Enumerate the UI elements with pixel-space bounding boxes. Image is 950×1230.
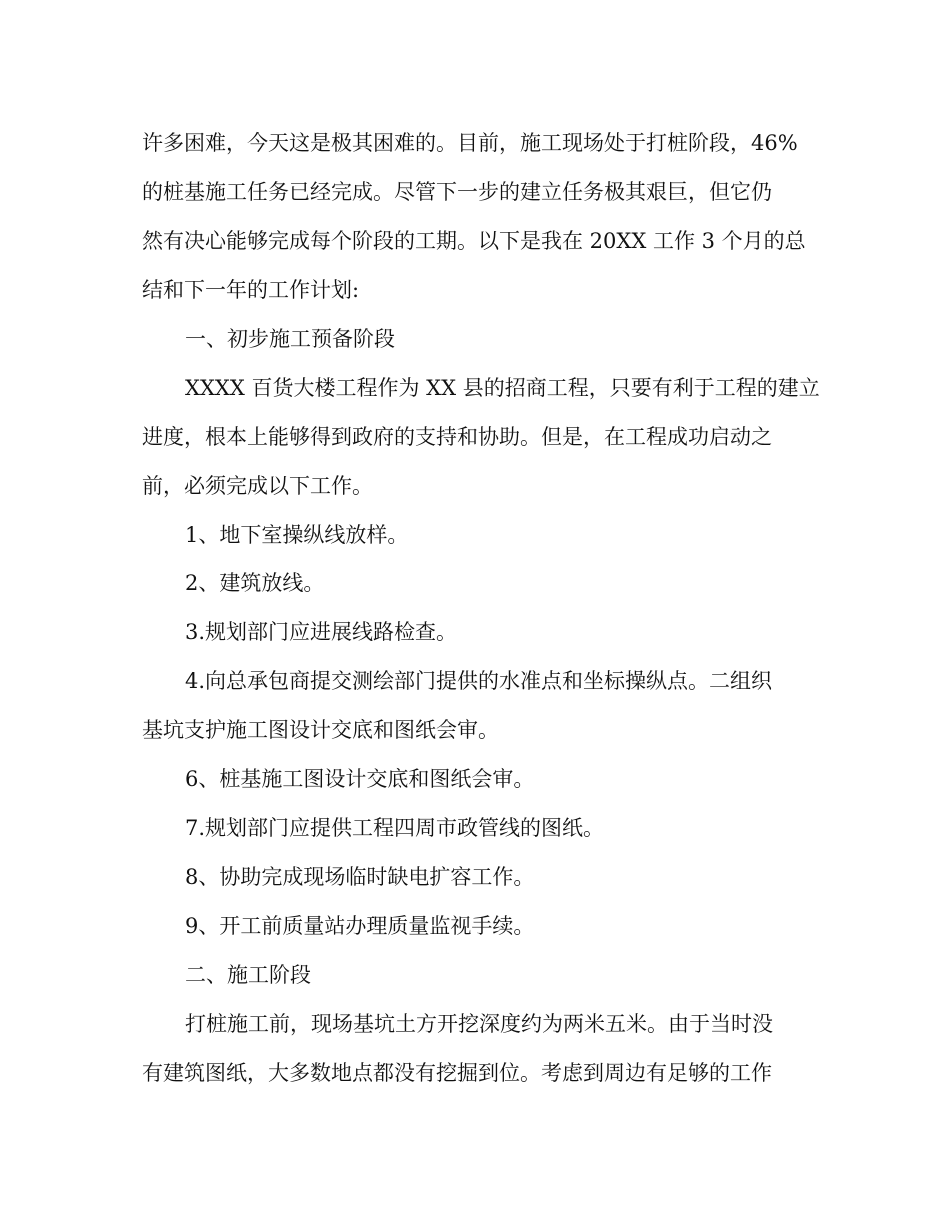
list-item: 2、建筑放线。 <box>185 571 325 595</box>
text-line: 进度，根本上能够得到政府的支持和协助。但是，在工程成功启动之 <box>142 425 772 449</box>
list-item: 4.向总承包商提交测绘部门提供的水准点和坐标操纵点。二组织 <box>185 669 773 693</box>
paragraph-start: 打桩施工前，现场基坑土方开挖深度约为两米五米。由于当时没 <box>185 1012 773 1036</box>
text-line: 基坑支护施工图设计交底和图纸会审。 <box>142 718 499 742</box>
text-line: 然有决心能够完成每个阶段的工期。以下是我在 20XX 工作 3 个月的总 <box>142 229 806 253</box>
list-item: 9、开工前质量站办理质量监视手续。 <box>185 914 535 938</box>
list-item: 8、协助完成现场临时缺电扩容工作。 <box>185 865 535 889</box>
section-heading: 一、初步施工预备阶段 <box>185 327 395 351</box>
list-item: 3.规划部门应进展线路检查。 <box>185 620 458 644</box>
list-item: 7.规划部门应提供工程四周市政管线的图纸。 <box>185 816 605 840</box>
text-line: 的桩基施工任务已经完成。尽管下一步的建立任务极其艰巨，但它仍 <box>142 180 772 204</box>
section-heading: 二、施工阶段 <box>185 963 311 987</box>
text-line: 有建筑图纸，大多数地点都没有挖掘到位。考虑到周边有足够的工作 <box>142 1061 772 1085</box>
text-line: 前，必须完成以下工作。 <box>142 474 373 498</box>
list-item: 6、桩基施工图设计交底和图纸会审。 <box>185 767 535 791</box>
text-line: 结和下一年的工作计划: <box>142 278 360 302</box>
list-item: 1、地下室操纵线放样。 <box>185 523 409 547</box>
paragraph-start: XXXX 百货大楼工程作为 XX 县的招商工程，只要有利于工程的建立 <box>185 376 820 400</box>
text-line: 许多困难，今天这是极其困难的。目前，施工现场处于打桩阶段，46% <box>142 131 798 155</box>
